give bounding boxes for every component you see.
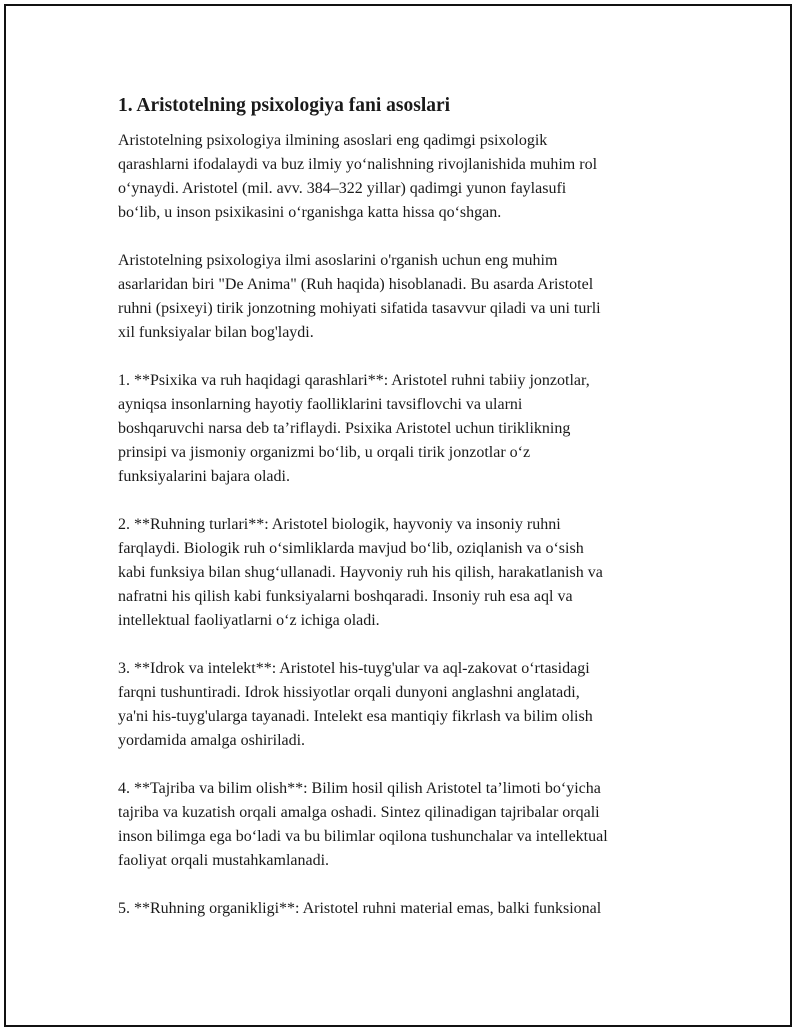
text-line: 2. **Ruhning turlari**: Aristotel biologik, hayvoniy va insoniy ruhni [118, 516, 561, 533]
text-line: funksiyalarini bajara oladi. [118, 468, 290, 485]
text-line: ya'ni his-tuyg'ularga tayanadi. Intelekt esa mantiqiy fikrlash va bilim olish [118, 708, 593, 725]
section-heading: 1. Aristotelning psixologiya fani asoslari [118, 95, 451, 116]
text-line: ruhni (psixeyi) tirik jonzotning mohiyati sifatida tasavvur qiladi va uni turli [118, 300, 601, 317]
text-line: asarlaridan biri "De Anima" (Ruh haqida) hisoblanadi. Bu asarda Aristotel [118, 276, 594, 293]
text-line: xil funksiyalar bilan bog'laydi. [118, 324, 314, 341]
text-line: nafratni his qilish kabi funksiyalarni boshqaradi. Insoniy ruh esa aql va [118, 588, 573, 605]
text-line: Aristotelning psixologiya ilmining asoslari eng qadimgi psixologik [118, 132, 548, 149]
text-line: boʻlib, u inson psixikasini oʻrganishga katta hissa qoʻshgan. [118, 204, 502, 221]
paragraph [118, 897, 688, 921]
paragraph [118, 129, 688, 225]
paragraph [118, 249, 688, 345]
text-line: boshqaruvchi narsa deb taʼriflaydi. Psixika Aristotel uchun tiriklikning [118, 420, 571, 437]
text-line: farqni tushuntiradi. Idrok hissiyotlar orqali dunyoni anglashni anglatadi, [118, 684, 580, 701]
text-line: farqlaydi. Biologik ruh oʻsimliklarda mavjud boʻlib, oziqlanish va oʻsish [118, 540, 584, 557]
text-line: intellektual faoliyatlarni oʻz ichiga oladi. [118, 612, 380, 629]
text-line: 1. **Psixika va ruh haqidagi qarashlari**: Aristotel ruhni tabiiy jonzotlar, [118, 372, 590, 389]
text-line: Aristotelning psixologiya ilmi asoslarini o'rganish uchun eng muhim [118, 252, 558, 269]
text-line: 3. **Idrok va intelekt**: Aristotel his-tuyg'ular va aql-zakovat oʻrtasidagi [118, 660, 590, 677]
text-line: 5. **Ruhning organikligi**: Aristotel ruhni material emas, balki funksional [118, 900, 602, 917]
paragraph [118, 369, 688, 489]
text-line: 4. **Tajriba va bilim olish**: Bilim hosil qilish Aristotel taʼlimoti boʻyicha [118, 780, 601, 797]
paragraph [118, 777, 688, 873]
paragraph [118, 657, 688, 753]
paragraph-list [118, 129, 688, 921]
document-body [118, 93, 688, 945]
text-line: inson bilimga ega boʻladi va bu bilimlar oqilona tushunchalar va intellektual [118, 828, 608, 845]
text-line: qarashlarni ifodalaydi va buz ilmiy yoʻnalishning rivojlanishida muhim rol [118, 156, 598, 173]
text-line: ayniqsa insonlarning hayotiy faolliklarini tavsiflovchi va ularni [118, 396, 523, 413]
text-line: tajriba va kuzatish orqali amalga oshadi. Sintez qilinadigan tajribalar orqali [118, 804, 600, 821]
text-line: kabi funksiya bilan shugʻullanadi. Hayvoniy ruh his qilish, harakatlanish va [118, 564, 603, 581]
paragraph [118, 513, 688, 633]
text-line: oʻynaydi. Aristotel (mil. avv. 384–322 yillar) qadimgi yunon faylasufi [118, 180, 567, 197]
text-line: prinsipi va jismoniy organizmi boʻlib, u orqali tirik jonzotlar oʻz [118, 444, 531, 461]
text-line: yordamida amalga oshiriladi. [118, 732, 306, 749]
text-line: faoliyat orqali mustahkamlanadi. [118, 852, 330, 869]
